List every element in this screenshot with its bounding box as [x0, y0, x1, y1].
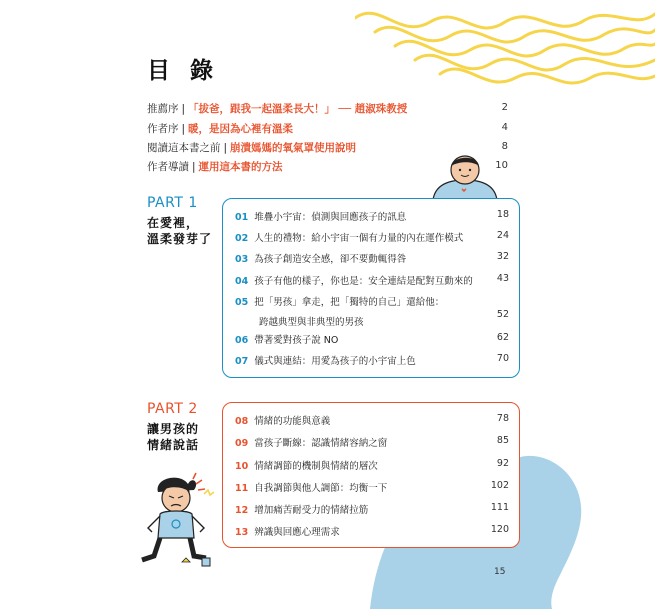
chapter-title: 情緒調節的機制與情緒的層次	[254, 461, 378, 472]
part-2-subtitle-line1: 讓男孩的	[147, 422, 200, 436]
front-matter-title: 運用這本書的方法	[198, 161, 283, 173]
front-matter-page: 2	[501, 102, 508, 113]
chapter-title-line2: 跨越典型與非典型的男孩	[259, 317, 364, 328]
chapter-number: 01	[235, 212, 249, 223]
chapter-title: 孩子有他的樣子，你也是：安全連結是配對互動來的	[254, 276, 473, 287]
chapter-row	[235, 251, 509, 265]
chapter-page: 18	[496, 209, 509, 220]
chapter-row	[235, 332, 509, 346]
chapter-row	[235, 294, 509, 328]
front-matter-row: 作者導讀 | 運用這本書的方法	[147, 161, 283, 173]
chapter-number: 03	[235, 254, 249, 265]
chapter-title: 辨識與回應心理需求	[254, 527, 340, 538]
chapter-row	[235, 413, 509, 427]
front-matter-label: 推薦序	[147, 103, 179, 115]
chapter-number: 12	[235, 505, 249, 516]
chapter-row	[235, 230, 509, 244]
part-1-subtitle-line2: 溫柔發芽了	[147, 232, 213, 246]
chapter-number: 11	[235, 483, 249, 494]
chapter-number: 10	[235, 461, 249, 472]
front-matter-title: 「拔爸，跟我一起溫柔長大！」	[188, 103, 336, 115]
chapter-row	[235, 480, 509, 494]
page-title: 目 錄	[147, 58, 220, 84]
front-matter-label: 作者導讀	[147, 161, 189, 173]
chapter-page: 92	[496, 458, 509, 469]
front-matter-row: 閱讀這本書之前 | 崩潰媽媽的氧氣罩使用說明	[147, 142, 357, 154]
part-1-subtitle	[147, 215, 212, 247]
page-number: 15	[494, 567, 506, 577]
chapter-page: 43	[496, 273, 509, 284]
front-matter-page: 8	[501, 141, 508, 152]
chapter-number: 05	[235, 297, 249, 308]
chapter-title: 把「男孩」拿走，把「獨特的自己」還給他：	[254, 297, 445, 308]
chapter-title: 儀式與連結：用愛為孩子的小宇宙上色	[254, 356, 416, 367]
chapter-page: 111	[490, 502, 509, 513]
part-2-label: PART 2	[147, 401, 198, 417]
chapter-row	[235, 435, 509, 449]
chapter-row	[235, 458, 509, 472]
chapter-number: 13	[235, 527, 249, 538]
front-matter-page: 10	[495, 160, 508, 171]
chapter-title: 人生的禮物：給小宇宙一個有力量的內在運作模式	[254, 233, 464, 244]
part-2-subtitle-line2: 情緒說話	[147, 438, 200, 452]
chapter-row	[235, 502, 509, 516]
front-matter-row: 作者序 | 暖，是因為心裡有溫柔	[147, 123, 294, 135]
chapter-page: 52	[496, 309, 509, 320]
chapter-number: 02	[235, 233, 249, 244]
person-illustration	[425, 152, 505, 200]
chapter-page: 32	[496, 251, 509, 262]
front-matter-label: 作者序	[147, 123, 179, 135]
chapter-title: 情緒的功能與意義	[254, 416, 331, 427]
chapter-number: 07	[235, 356, 249, 367]
boy-illustration	[130, 470, 220, 570]
chapter-page: 120	[490, 524, 509, 535]
front-matter-title: 暖，是因為心裡有溫柔	[188, 123, 294, 135]
chapter-row	[235, 353, 509, 367]
front-matter-page: 4	[501, 122, 508, 133]
chapter-title: 當孩子斷線：認識情緒容納之窗	[254, 438, 388, 449]
chapter-title: 為孩子創造安全感，卻不要動輒得咎	[254, 254, 407, 265]
chapter-number: 04	[235, 276, 249, 287]
chapter-page: 85	[496, 435, 509, 446]
chapter-page: 78	[496, 413, 509, 424]
front-matter-row: 推薦序 | 「拔爸，跟我一起溫柔長大！」 ── 趙淑珠教授	[147, 103, 408, 115]
chapter-row	[235, 273, 509, 287]
part-1-chapter-box	[222, 198, 520, 378]
chapter-page: 62	[496, 332, 509, 343]
chapter-title: 帶著愛對孩子說 NO	[254, 335, 339, 346]
chapter-row	[235, 209, 509, 223]
chapter-number: 06	[235, 335, 249, 346]
part-2-chapter-box	[222, 402, 520, 548]
part-1-subtitle-line1: 在愛裡，	[147, 216, 200, 230]
chapter-number: 08	[235, 416, 249, 427]
chapter-number: 09	[235, 438, 249, 449]
chapter-row	[235, 524, 509, 538]
chapter-page: 102	[490, 480, 509, 491]
chapter-page: 24	[496, 230, 509, 241]
part-1-label: PART 1	[147, 195, 198, 211]
part-2-subtitle	[147, 421, 199, 453]
chapter-title: 增加痛苦耐受力的情緒拉筋	[254, 505, 369, 516]
chapter-page: 70	[496, 353, 509, 364]
chapter-title: 自我調節與他人調節：均衡一下	[254, 483, 388, 494]
front-matter-author: ── 趙淑珠教授	[338, 103, 408, 115]
chapter-title: 堆疊小宇宙：偵測與回應孩子的訊息	[254, 212, 407, 223]
front-matter-label: 閱讀這本書之前	[147, 142, 221, 154]
front-matter-title: 崩潰媽媽的氧氣罩使用說明	[230, 142, 357, 154]
